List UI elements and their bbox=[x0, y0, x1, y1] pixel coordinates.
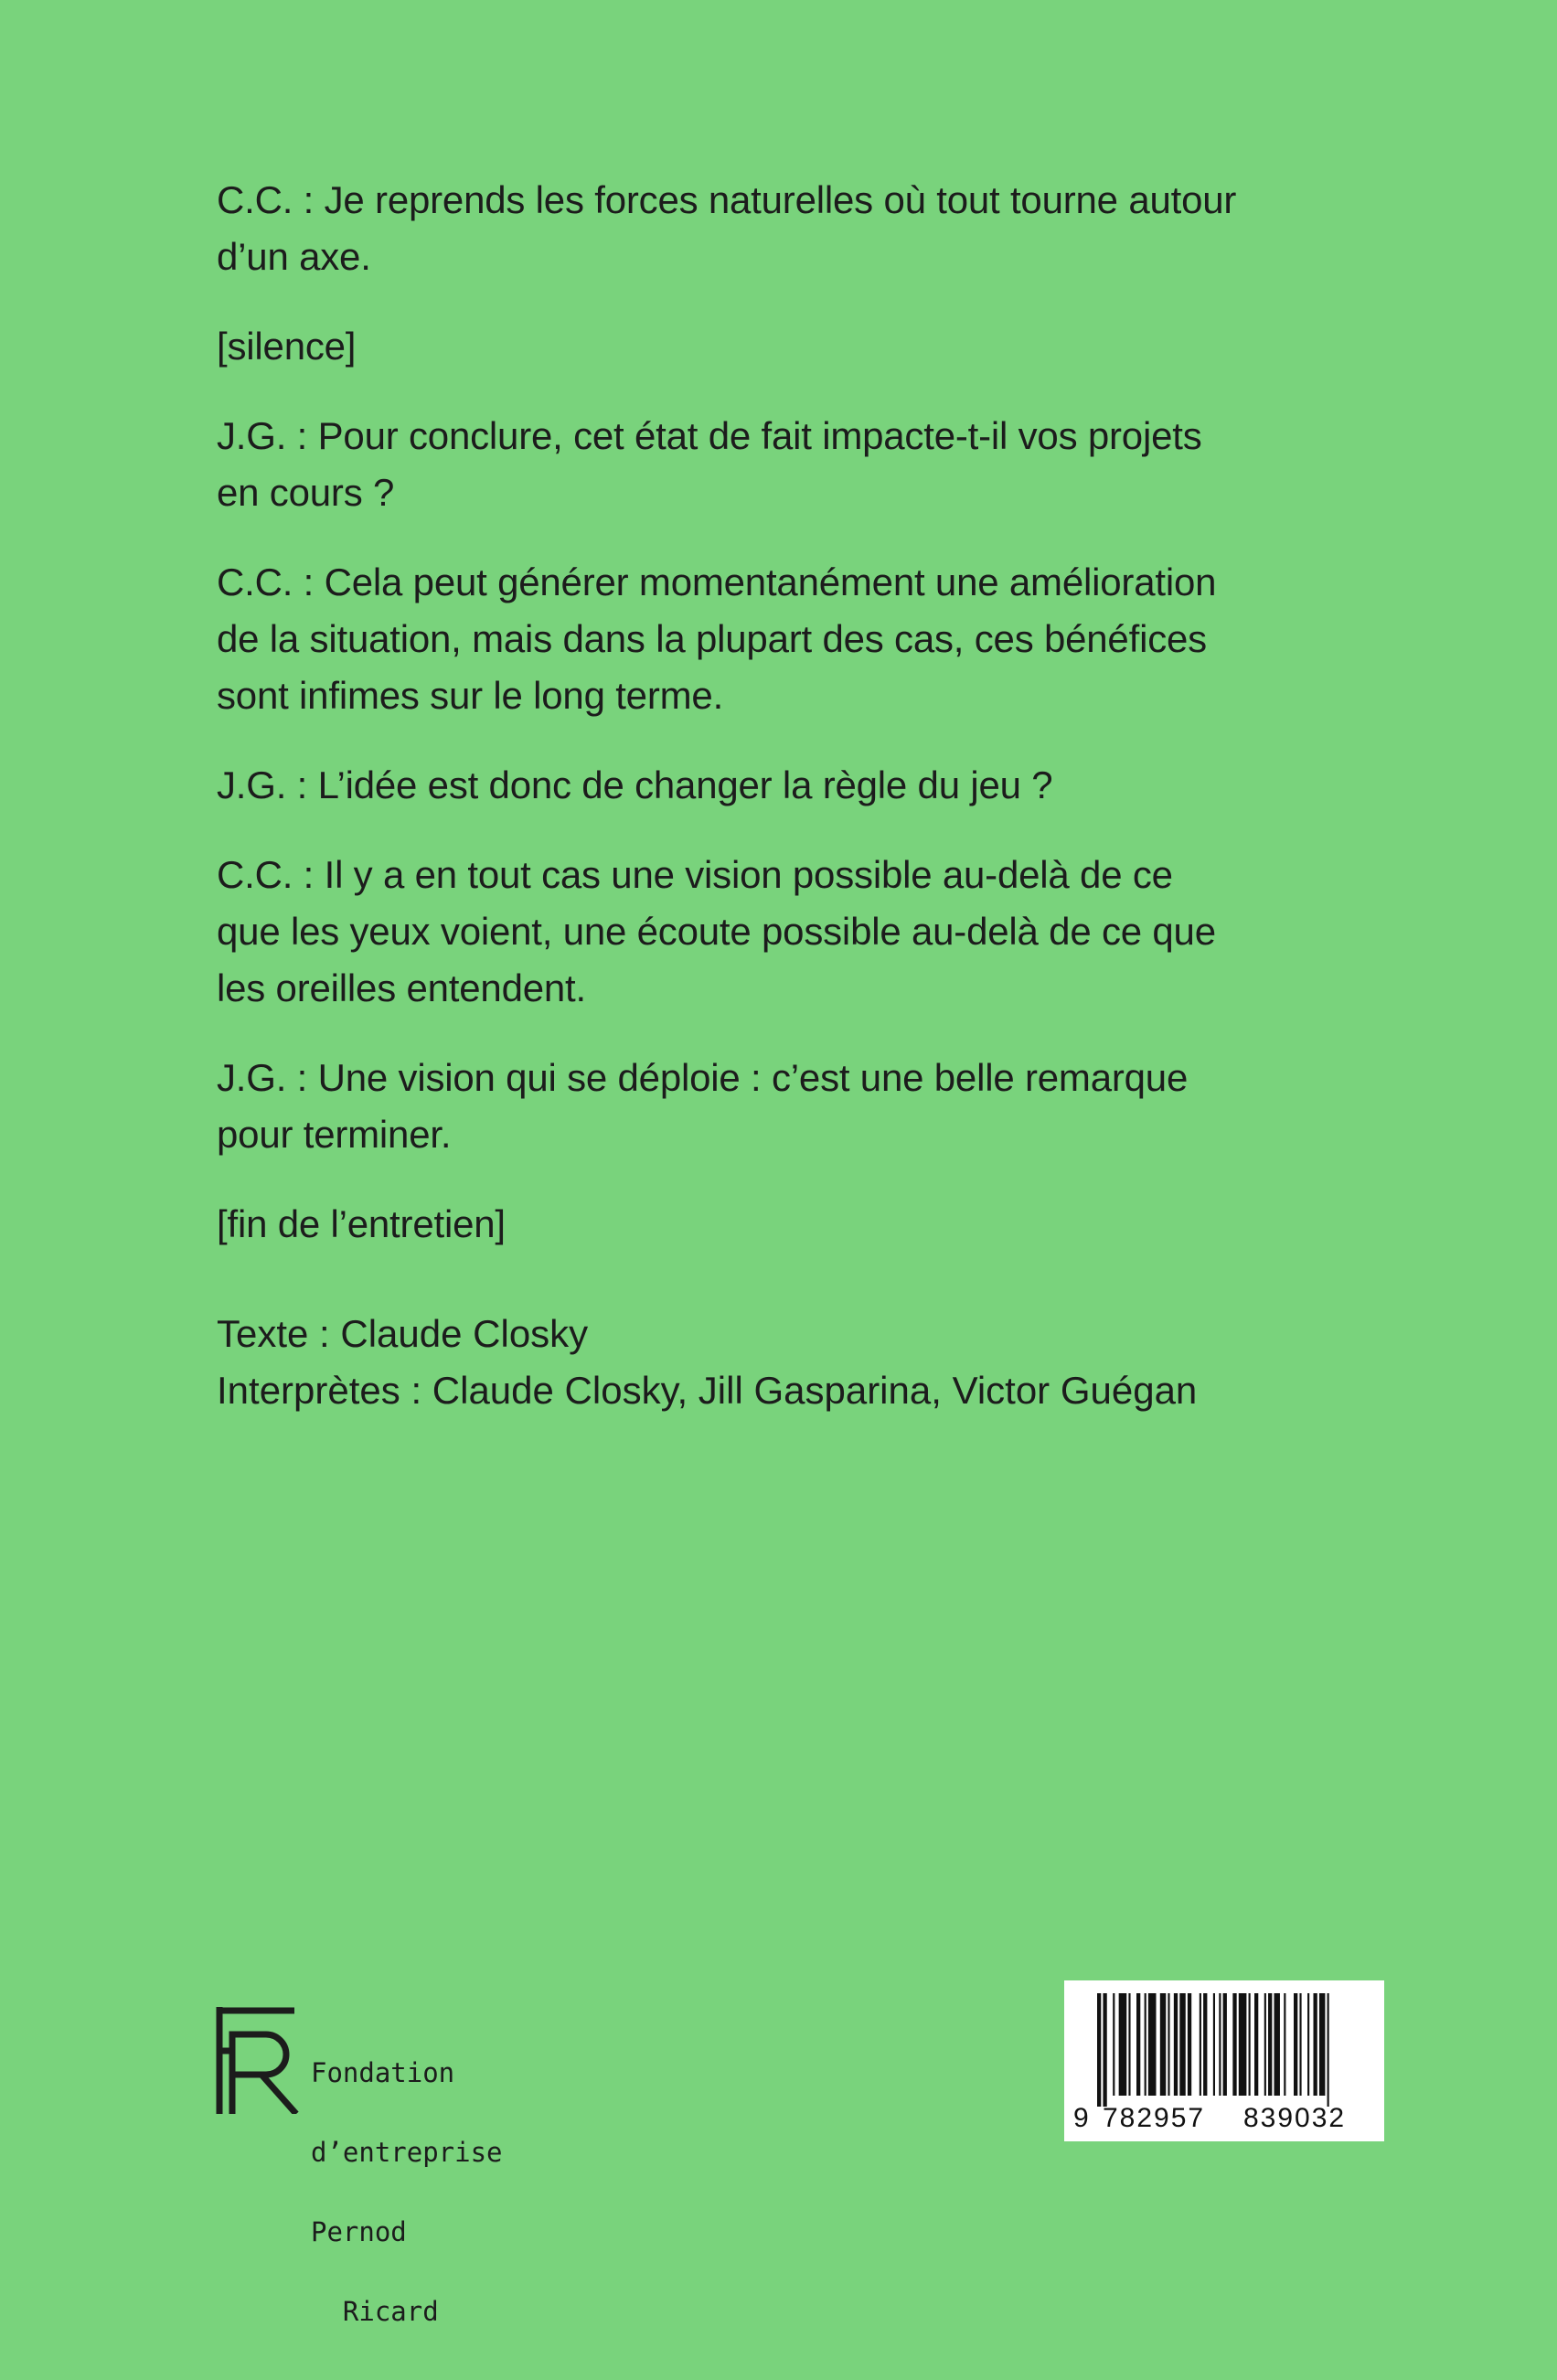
interview-excerpt bbox=[217, 172, 1424, 1286]
credit-text: Texte : Claude Closky bbox=[217, 1312, 589, 1355]
barcode-first-digit: 9 bbox=[1073, 2103, 1089, 2133]
credit-performers: Interprètes : Claude Closky, Jill Gasparina, Victor Guégan bbox=[217, 1369, 1198, 1412]
logo-line-1: Fondation bbox=[311, 2057, 455, 2088]
barcode-bar bbox=[1249, 1993, 1251, 2096]
barcode-bar bbox=[1239, 1993, 1247, 2096]
barcode-bar bbox=[1136, 1993, 1140, 2096]
barcode-bar bbox=[1179, 1993, 1185, 2096]
barcode-bar bbox=[1294, 1993, 1297, 2096]
paragraph-cc-2: C.C. : Cela peut générer momentanément une amélioration de la situation, mais dans la plupart des cas, ces bénéfices sont infimes sur le long terme. bbox=[217, 560, 1217, 717]
barcode-right-digits: 839032 bbox=[1243, 2103, 1347, 2133]
paragraph-silence: [silence] bbox=[217, 325, 357, 368]
fpr-logo-mark-icon bbox=[216, 2007, 300, 2114]
logo-wordmark bbox=[311, 2007, 503, 2378]
barcode-bar bbox=[1103, 1993, 1106, 2107]
barcode-bar bbox=[1168, 1993, 1169, 2096]
barcode-bar bbox=[1160, 1993, 1166, 2096]
paragraph-jg-1: J.G. : Pour conclure, cet état de fait impacte-t-il vos projets en cours ? bbox=[217, 414, 1202, 514]
barcode-bar bbox=[1219, 1993, 1221, 2096]
barcode-left-digits: 782957 bbox=[1103, 2103, 1206, 2133]
barcode-bar bbox=[1203, 1993, 1207, 2096]
barcode-bar bbox=[1328, 1993, 1329, 2107]
fondation-logo bbox=[216, 2007, 591, 2327]
barcode-bar bbox=[1213, 1993, 1215, 2096]
barcode-bar bbox=[1264, 1993, 1266, 2096]
barcode-bar bbox=[1299, 1993, 1301, 2096]
logo-line-4: Ricard bbox=[311, 2296, 439, 2327]
credits bbox=[217, 1306, 1424, 1419]
barcode-bar bbox=[1113, 1993, 1114, 2096]
barcode-bar bbox=[1268, 1993, 1272, 2096]
barcode-bar bbox=[1307, 1993, 1309, 2096]
barcode-bar bbox=[1223, 1993, 1227, 2096]
barcode-bar bbox=[1119, 1993, 1127, 2096]
logo-line-2: d’entreprise bbox=[311, 2137, 503, 2168]
logo-line-3: Pernod bbox=[311, 2216, 407, 2247]
barcode-bar bbox=[1097, 1993, 1101, 2107]
barcode-bar bbox=[1200, 1993, 1201, 2096]
barcode-bar bbox=[1174, 1993, 1178, 2096]
paragraph-jg-2: J.G. : L’idée est donc de changer la règle du jeu ? bbox=[217, 763, 1053, 806]
isbn-barcode bbox=[1064, 1980, 1384, 2141]
paragraph-cc-3: C.C. : Il y a en tout cas une vision possible au-delà de ce que les yeux voient, une écoute possible au-delà de ce que les oreilles entendent. bbox=[217, 853, 1216, 1009]
barcode-bar bbox=[1148, 1993, 1157, 2096]
barcode-bar bbox=[1319, 1993, 1325, 2096]
barcode-bar bbox=[1284, 1993, 1285, 2096]
paragraph-jg-3: J.G. : Une vision qui se déploie : c’est une belle remarque pour terminer. bbox=[217, 1056, 1189, 1156]
paragraph-cc-1: C.C. : Je reprends les forces naturelles où tout tourne autour d’un axe. bbox=[217, 178, 1237, 278]
barcode-bar bbox=[1232, 1993, 1236, 2096]
barcode-bar bbox=[1314, 1993, 1317, 2096]
barcode-bar bbox=[1145, 1993, 1146, 2096]
barcode-bar bbox=[1254, 1993, 1258, 2096]
paragraph-end: [fin de l’entretien] bbox=[217, 1202, 506, 1245]
barcode-bar bbox=[1188, 1993, 1191, 2096]
barcode-bar bbox=[1128, 1993, 1130, 2096]
barcode-bar bbox=[1274, 1993, 1280, 2096]
